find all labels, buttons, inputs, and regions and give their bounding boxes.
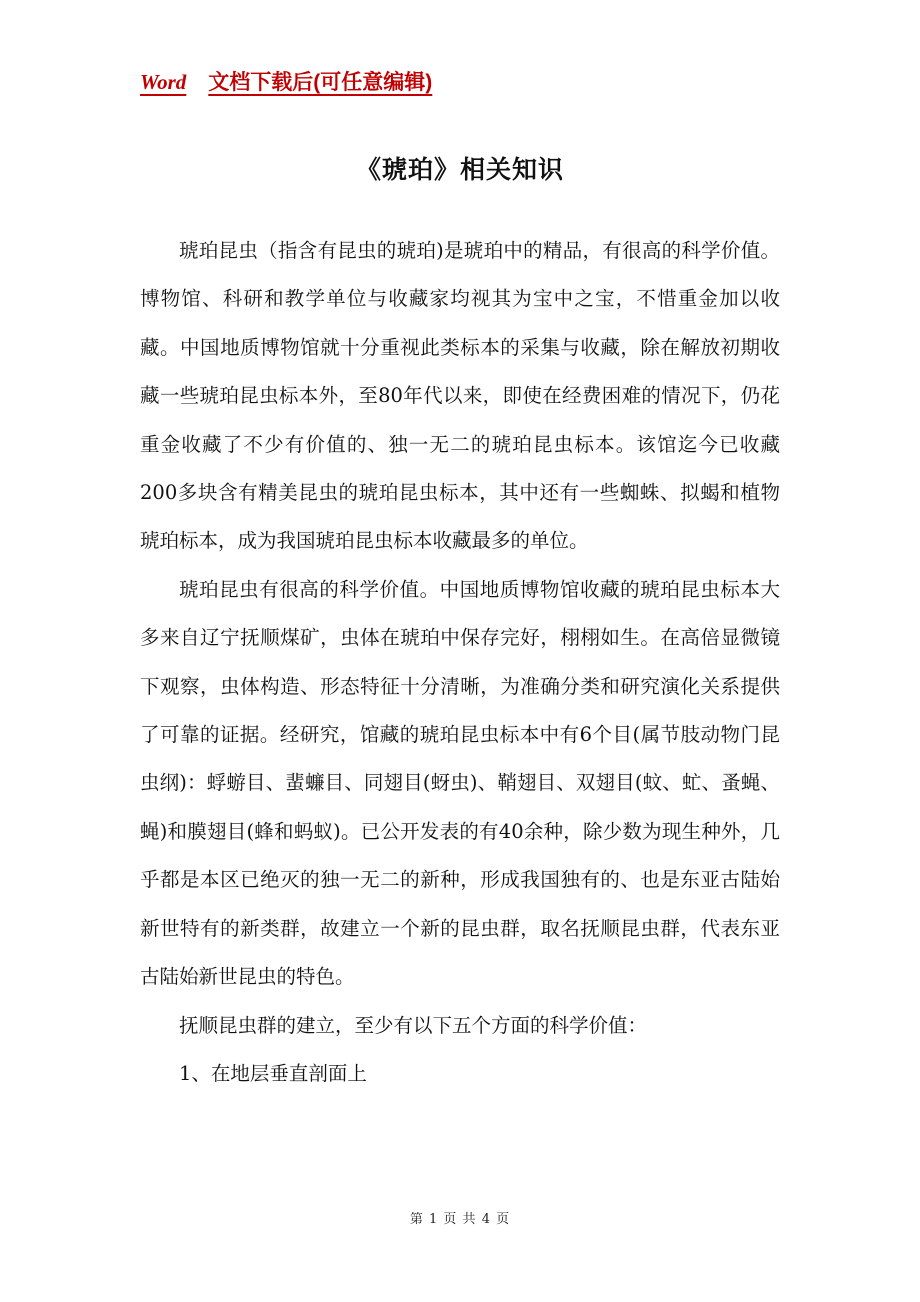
- paragraph-2: 琥珀昆虫有很高的科学价值。中国地质博物馆收藏的琥珀昆虫标本大多来自辽宁抚顺煤矿，虫体在琥珀中保存完好，栩栩如生。在高倍显微镜下观察，虫体构造、形态特征十分清晰，为准确分类和研究演化关系提供了可靠的证据。经研究，馆藏的琥珀昆虫标本中有6个目(属节肢动物门昆虫纲)：蜉蝣目、蜚蠊目、同翅目(蚜虫)、鞘翅目、双翅目(蚊、虻、蚤蝇、蝇)和膜翅目(蜂和蚂蚁)。已公开发表的有40余种，除少数为现生种外，几乎都是本区已绝灭的独一无二的新种，形成我国独有的、也是东亚古陆始新世特有的新类群，故建立一个新的昆虫群，取名抚顺昆虫群，代表东亚古陆始新世昆虫的特色。: [140, 577, 780, 989]
- page-title: 《琥珀》相关知识: [355, 155, 564, 184]
- paragraph-1: 琥珀昆虫（指含有昆虫的琥珀)是琥珀中的精品，有很高的科学价值。博物馆、科研和教学单位与收藏家均视其为宝中之宝，不惜重金加以收藏。中国地质博物馆就十分重视此类标本的采集与收藏，除在解放初期收藏一些琥珀昆虫标本外，至80年代以来，即使在经费困难的情况下，仍花重金收藏了不少有价值的、独一无二的琥珀昆虫标本。该馆迄今已收藏200多块含有精美昆虫的琥珀昆虫标本，其中还有一些蜘蛛、拟蝎和植物琥珀标本，成为我国琥珀昆虫标本收藏最多的单位。: [140, 239, 780, 553]
- paragraph-3: 抚顺昆虫群的建立，至少有以下五个方面的科学价值：: [179, 1013, 648, 1037]
- header-text: 文档下载后(可任意编辑): [208, 71, 433, 94]
- document-body: [140, 227, 780, 1098]
- paragraph-4: 1、在地层垂直剖面上: [179, 1061, 367, 1085]
- page-number: 第 1 页 共 4 页: [409, 1212, 511, 1227]
- download-notice-link[interactable]: [140, 66, 432, 96]
- header-word: Word: [140, 70, 187, 94]
